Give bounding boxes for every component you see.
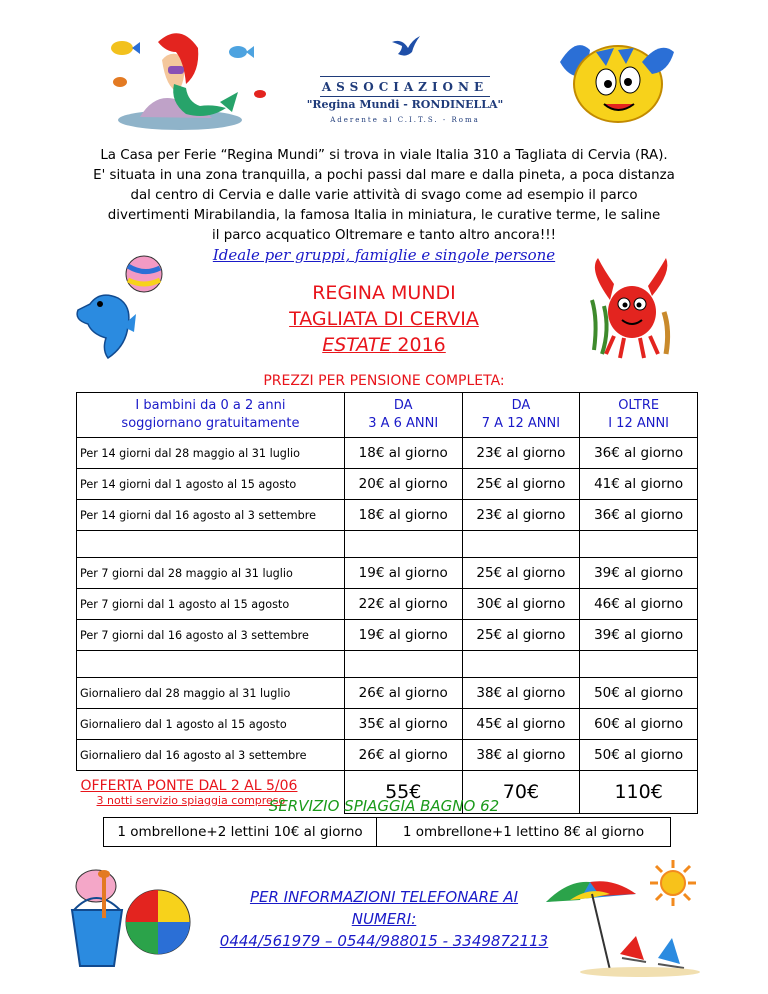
table-spacer-row: [77, 651, 698, 678]
header-age-7-12-line-2: 7 A 12 ANNI: [481, 416, 561, 431]
price-age-3-6: 18€ al giorno: [344, 438, 462, 469]
row-label: Per 14 giorni dal 1 agosto al 15 agosto: [77, 469, 345, 500]
logo-word: ASSOCIAZIONE: [321, 80, 489, 94]
header-children-note: [77, 393, 345, 438]
price-age-3-6: 19€ al giorno: [344, 620, 462, 651]
row-label: Per 7 giorni dal 16 agosto al 3 settembre: [77, 620, 345, 651]
tagline: Ideale per gruppi, famiglie e singole persone: [212, 246, 556, 264]
intro-paragraph: [60, 146, 708, 246]
header-age-3-6-line-2: 3 A 6 ANNI: [368, 416, 439, 431]
price-table: [76, 392, 698, 814]
header-age-over-12-line-2: I 12 ANNI: [608, 416, 670, 431]
row-label: Giornaliero dal 16 agosto al 3 settembre: [77, 740, 345, 771]
table-row: [77, 589, 698, 620]
beach-option-1: 1 ombrellone+2 lettini 10€ al giorno: [104, 818, 377, 847]
beach-service-title: SERVIZIO SPIAGGIA BAGNO 62: [268, 797, 500, 815]
header-age-3-6: [344, 393, 462, 438]
beach-service-table: [103, 817, 671, 847]
price-age-7-12: 45€ al giorno: [462, 709, 580, 740]
price-age-7-12: 25€ al giorno: [462, 620, 580, 651]
price-age-3-6: 22€ al giorno: [344, 589, 462, 620]
price-age-over-12: 60€ al giorno: [580, 709, 698, 740]
header-age-over-12-line-1: OLTRE: [618, 398, 660, 413]
yellow-fish-illustration: [556, 22, 678, 130]
row-label: Giornaliero dal 28 maggio al 31 luglio: [77, 678, 345, 709]
price-age-3-6: 18€ al giorno: [344, 500, 462, 531]
table-row: [77, 709, 698, 740]
children-note-line-2: soggiornano gratuitamente: [121, 416, 300, 431]
swallow-icon: [392, 36, 420, 58]
intro-line-4: divertimenti Mirabilandia, la famosa Italia in miniatura, le curative terme, le saline: [107, 208, 661, 223]
price-age-over-12: 50€ al giorno: [580, 678, 698, 709]
header-age-over-12: [580, 393, 698, 438]
price-age-3-6: 35€ al giorno: [344, 709, 462, 740]
beach-option-2: 1 ombrellone+1 lettino 8€ al giorno: [377, 818, 671, 847]
price-age-7-12: 30€ al giorno: [462, 589, 580, 620]
price-age-over-12: 36€ al giorno: [580, 438, 698, 469]
price-age-over-12: 50€ al giorno: [580, 740, 698, 771]
offer-price-age-3-6: 55€: [344, 771, 462, 814]
association-logo: [300, 28, 510, 128]
offer-label: OFFERTA PONTE DAL 2 AL 5/06: [80, 777, 298, 794]
table-row: [77, 438, 698, 469]
table-row: [77, 500, 698, 531]
intro-line-2: E' situata in una zona tranquilla, a pochi passi dal mare e dalla pineta, a poca distanza: [93, 168, 675, 183]
table-row: [77, 678, 698, 709]
table-row: [77, 740, 698, 771]
title-estate: ESTATE: [322, 334, 392, 356]
beach-service-row: [104, 818, 671, 847]
header-age-3-6-line-1: DA: [393, 398, 413, 413]
intro-line-5: il parco acquatico Oltremare e tanto altro ancora!!!: [212, 228, 556, 243]
table-row: [77, 620, 698, 651]
price-age-3-6: 26€ al giorno: [344, 740, 462, 771]
price-age-over-12: 39€ al giorno: [580, 558, 698, 589]
children-note-line-1: I bambini da 0 a 2 anni: [135, 398, 286, 413]
header-age-7-12: [462, 393, 580, 438]
price-age-over-12: 36€ al giorno: [580, 500, 698, 531]
price-age-7-12: 25€ al giorno: [462, 558, 580, 589]
offer-price-age-7-12: 70€: [462, 771, 580, 814]
row-label: Per 7 giorni dal 1 agosto al 15 agosto: [77, 589, 345, 620]
price-age-7-12: 23€ al giorno: [462, 500, 580, 531]
price-age-7-12: 38€ al giorno: [462, 740, 580, 771]
logo-subtitle: Aderente al C.I.T.S. - Roma: [330, 116, 480, 124]
logo-rule-middle: [320, 96, 490, 97]
price-age-7-12: 23€ al giorno: [462, 438, 580, 469]
row-label: Per 14 giorni dal 28 maggio al 31 luglio: [77, 438, 345, 469]
title-line-2: TAGLIATA DI CERVIA: [289, 308, 479, 330]
price-age-3-6: 26€ al giorno: [344, 678, 462, 709]
contact-line-2: NUMERI:: [351, 910, 417, 928]
prices-title: PREZZI PER PENSIONE COMPLETA:: [263, 373, 505, 389]
intro-line-3: dal centro di Cervia e dalle varie attività di svago come ad esempio il parco: [130, 188, 638, 203]
table-row: [77, 558, 698, 589]
table-spacer-row: [77, 531, 698, 558]
price-table-header: [77, 393, 698, 438]
logo-rule-top: [320, 76, 490, 77]
contact-phone-numbers: 0444/561979 – 0544/988015 - 3349872113: [219, 932, 549, 950]
contact-line-1: PER INFORMAZIONI TELEFONARE AI: [249, 888, 519, 906]
row-label: Per 7 giorni dal 28 maggio al 31 luglio: [77, 558, 345, 589]
title-year: 2016: [397, 334, 446, 356]
price-age-3-6: 19€ al giorno: [344, 558, 462, 589]
header-age-7-12-line-1: DA: [511, 398, 531, 413]
logo-name: "Regina Mundi - RONDINELLA": [306, 98, 504, 111]
price-age-over-12: 41€ al giorno: [580, 469, 698, 500]
price-age-over-12: 46€ al giorno: [580, 589, 698, 620]
title-line-1: REGINA MUNDI: [312, 282, 456, 304]
offer-subtitle: 3 notti servizio spiaggia compreso: [96, 793, 286, 807]
row-label: Per 14 giorni dal 16 agosto al 3 settembre: [77, 500, 345, 531]
price-age-3-6: 20€ al giorno: [344, 469, 462, 500]
price-age-7-12: 25€ al giorno: [462, 469, 580, 500]
intro-line-1: La Casa per Ferie “Regina Mundi” si trova in viale Italia 310 a Tagliata di Cervia (RA).: [100, 148, 668, 163]
table-row: [77, 469, 698, 500]
price-age-7-12: 38€ al giorno: [462, 678, 580, 709]
crab-illustration: [574, 250, 684, 362]
offer-price-age-over-12: 110€: [580, 771, 698, 814]
sun-illustration: [648, 858, 698, 908]
price-age-over-12: 39€ al giorno: [580, 620, 698, 651]
mermaid-illustration: [100, 22, 270, 132]
row-label: Giornaliero dal 1 agosto al 15 agosto: [77, 709, 345, 740]
